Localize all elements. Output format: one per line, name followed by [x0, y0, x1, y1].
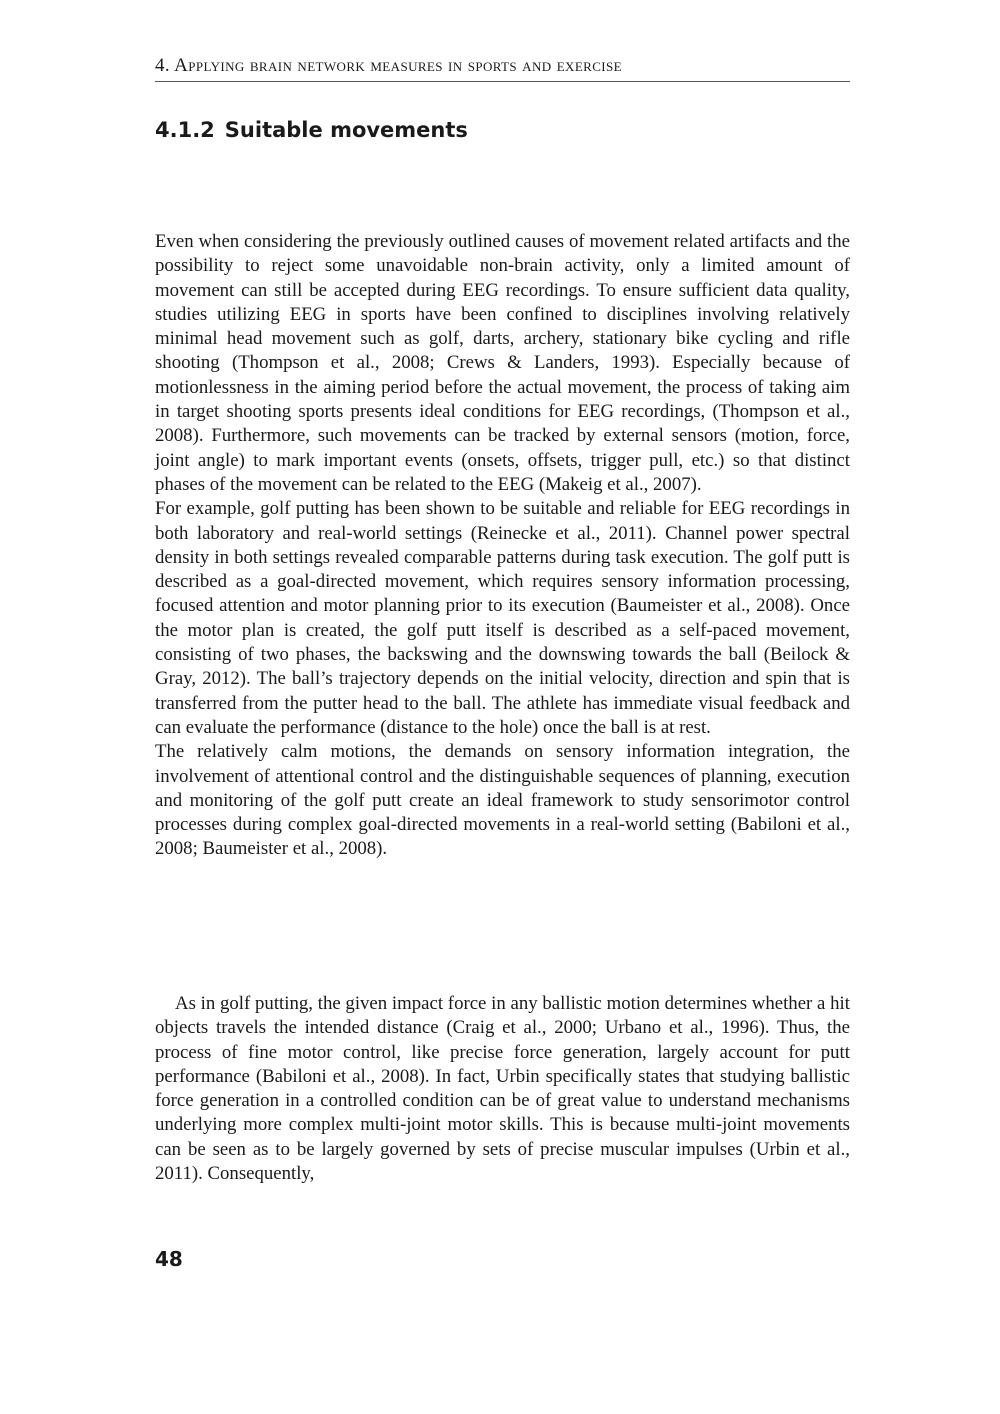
paragraph: The relatively calm motions, the demands on sensory information integration, the involvement of attentional control and the distinguishable sequences of planning, execution and monitoring of the golf putt create an ideal framework to study sensorimotor control processes during complex goal-directed movements in a real-world setting (Babiloni et al., 2008; Baumeister et al., 2008). [155, 741, 850, 860]
paragraph: Even when considering the previously outlined causes of movement related artifacts and the possibility to reject some unavoidable non-brain activity, only a limited amount of movement can still be accepted during EEG recordings. To ensure sufficient data quality, studies utilizing EEG in sports have been confined to disciplines involving relatively minimal head movement such as golf, darts, archery, stationary bike cycling and rifle shooting (Thompson et al., 2008; Crews & Landers, 1993). Especially because of motionlessness in the aiming period before the actual movement, the process of taking aim in target shooting sports presents ideal conditions for EEG recordings, (Thompson et al., 2008). Furthermore, such movements can be tracked by external sensors (motion, force, joint angle) to mark important events (onsets, offsets, trigger pull, etc.) so that distinct phases of the movement can be related to the EEG (Makeig et al., 2007). [155, 231, 850, 495]
page-number: 48 [155, 1247, 183, 1271]
section-title: Suitable movements [224, 118, 468, 142]
body-text-block [155, 230, 850, 862]
paragraph: For example, golf putting has been shown to be suitable and reliable for EEG recordings in both laboratory and real-world settings (Reinecke et al., 2011). Channel power spectral density in both settings revealed comparable patterns during task execution. The golf putt is described as a goal-directed movement, which requires sensory information processing, focused attention and motor planning prior to its execution (Baumeister et al., 2008). Once the motor plan is created, the golf putt itself is described as a self-paced movement, consisting of two phases, the backswing and the downswing towards the ball (Beilock & Gray, 2012). The ball’s trajectory depends on the initial velocity, direction and spin that is transferred from the putter head to the ball. The athlete has immediate visual feedback and can evaluate the performance (distance to the hole) once the ball is at rest. [155, 498, 850, 738]
running-header [155, 56, 850, 82]
running-header-title: 4. Applying brain network measures in sports and exercise [155, 55, 623, 76]
paragraph: As in golf putting, the given impact force in any ballistic motion determines whether a hit objects travels the intended distance (Craig et al., 2000; Urbano et al., 1996). Thus, the process of fine motor control, like precise force generation, largely account for putt performance (Babiloni et al., 2008). In fact, Urbin specifically states that studying ballistic force generation in a controlled condition can be of great value to understand mechanisms underlying more complex multi-joint motor skills. This is because multi-joint movements can be seen as to be largely governed by sets of precise muscular impulses (Urbin et al., 2011). Consequently, [155, 993, 850, 1185]
body-text-block [155, 992, 850, 1186]
section-number: 4.1.2 [155, 118, 215, 142]
section-heading [155, 116, 468, 144]
